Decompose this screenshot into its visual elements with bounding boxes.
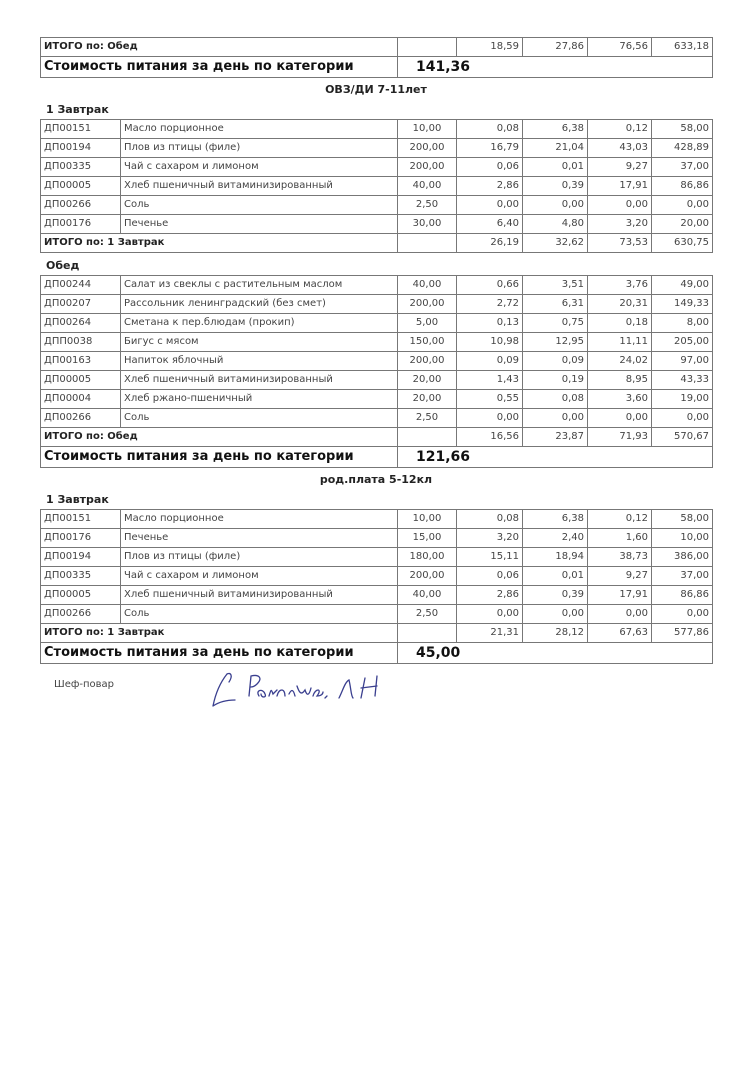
protein-cell: 0,13	[457, 314, 523, 333]
total-fat-cell: 23,87	[523, 428, 588, 447]
name-cell: Печенье	[121, 215, 398, 234]
code-cell: ДП00163	[41, 352, 121, 371]
carbs-cell: 17,91	[588, 177, 652, 196]
code-cell: ДП00151	[41, 510, 121, 529]
cost-value: 45,00	[398, 643, 713, 664]
code-cell: ДП00151	[41, 120, 121, 139]
name-cell: Сметана к пер.блюдам (прокип)	[121, 314, 398, 333]
code-cell: ДП00335	[41, 567, 121, 586]
code-cell: ДП00266	[41, 605, 121, 624]
fat-cell: 0,00	[523, 605, 588, 624]
table-row	[41, 196, 713, 215]
protein-cell: 2,86	[457, 177, 523, 196]
protein-cell: 10,98	[457, 333, 523, 352]
total-row	[41, 38, 713, 57]
code-cell: ДП00005	[41, 371, 121, 390]
total-fat-cell: 27,86	[523, 38, 588, 57]
fat-cell: 0,01	[523, 158, 588, 177]
protein-cell: 15,11	[457, 548, 523, 567]
section-title: ОВЗ/ДИ 7-11лет	[325, 83, 427, 96]
name-cell: Соль	[121, 409, 398, 428]
table-row	[41, 390, 713, 409]
energy-cell: 58,00	[652, 510, 713, 529]
protein-cell: 0,66	[457, 276, 523, 295]
name-cell: Чай с сахаром и лимоном	[121, 567, 398, 586]
fat-cell: 0,39	[523, 586, 588, 605]
energy-cell: 86,86	[652, 177, 713, 196]
total-protein-cell: 21,31	[457, 624, 523, 643]
total-energy-cell: 633,18	[652, 38, 713, 57]
fat-cell: 0,75	[523, 314, 588, 333]
table-row	[41, 276, 713, 295]
weight-cell: 2,50	[398, 605, 457, 624]
total-fat-cell: 28,12	[523, 624, 588, 643]
fat-cell: 0,19	[523, 371, 588, 390]
name-cell: Плов из птицы (филе)	[121, 548, 398, 567]
code-cell: ДП00207	[41, 295, 121, 314]
energy-cell: 20,00	[652, 215, 713, 234]
name-cell: Хлеб ржано-пшеничный	[121, 390, 398, 409]
total-carbs-cell: 67,63	[588, 624, 652, 643]
protein-cell: 2,72	[457, 295, 523, 314]
carbs-cell: 0,12	[588, 510, 652, 529]
total-protein-cell: 26,19	[457, 234, 523, 253]
weight-cell: 30,00	[398, 215, 457, 234]
name-cell: Хлеб пшеничный витаминизированный	[121, 586, 398, 605]
weight-cell: 40,00	[398, 276, 457, 295]
protein-cell: 6,40	[457, 215, 523, 234]
carbs-cell: 20,31	[588, 295, 652, 314]
weight-cell: 150,00	[398, 333, 457, 352]
weight-cell: 200,00	[398, 295, 457, 314]
table-row	[41, 139, 713, 158]
cost-label: Стоимость питания за день по категории	[41, 57, 398, 78]
meal-table	[40, 37, 713, 78]
table-row	[41, 215, 713, 234]
total-carbs-cell: 71,93	[588, 428, 652, 447]
menu-section	[40, 473, 712, 664]
meal-title: 1 Завтрак	[46, 493, 109, 506]
fat-cell: 0,08	[523, 390, 588, 409]
carbs-cell: 9,27	[588, 158, 652, 177]
table-row	[41, 586, 713, 605]
energy-cell: 86,86	[652, 586, 713, 605]
menu-section	[40, 83, 712, 468]
weight-cell: 10,00	[398, 510, 457, 529]
table-row	[41, 352, 713, 371]
carbs-cell: 0,00	[588, 605, 652, 624]
cost-label: Стоимость питания за день по категории	[41, 643, 398, 664]
weight-cell: 200,00	[398, 567, 457, 586]
weight-cell: 200,00	[398, 158, 457, 177]
carbs-cell: 43,03	[588, 139, 652, 158]
protein-cell: 2,86	[457, 586, 523, 605]
carbs-cell: 0,00	[588, 196, 652, 215]
fat-cell: 6,31	[523, 295, 588, 314]
table-row	[41, 371, 713, 390]
protein-cell: 1,43	[457, 371, 523, 390]
energy-cell: 0,00	[652, 605, 713, 624]
protein-cell: 3,20	[457, 529, 523, 548]
energy-cell: 49,00	[652, 276, 713, 295]
total-protein-cell: 18,59	[457, 38, 523, 57]
carbs-cell: 11,11	[588, 333, 652, 352]
code-cell: ДП00194	[41, 548, 121, 567]
fat-cell: 3,51	[523, 276, 588, 295]
carbs-cell: 17,91	[588, 586, 652, 605]
weight-cell: 2,50	[398, 196, 457, 215]
weight-cell: 200,00	[398, 352, 457, 371]
fat-cell: 0,00	[523, 409, 588, 428]
meal-title: 1 Завтрак	[46, 103, 109, 116]
name-cell: Печенье	[121, 529, 398, 548]
fat-cell: 0,01	[523, 567, 588, 586]
total-label: ИТОГО по: Обед	[41, 38, 398, 57]
weight-cell: 180,00	[398, 548, 457, 567]
carbs-cell: 3,60	[588, 390, 652, 409]
total-protein-cell: 16,56	[457, 428, 523, 447]
energy-cell: 149,33	[652, 295, 713, 314]
name-cell: Соль	[121, 605, 398, 624]
energy-cell: 205,00	[652, 333, 713, 352]
name-cell: Бигус с мясом	[121, 333, 398, 352]
total-row	[41, 234, 713, 253]
code-cell: ДП00176	[41, 215, 121, 234]
name-cell: Хлеб пшеничный витаминизированный	[121, 177, 398, 196]
energy-cell: 58,00	[652, 120, 713, 139]
total-weight-cell	[398, 234, 457, 253]
table-row	[41, 177, 713, 196]
code-cell: ДП00194	[41, 139, 121, 158]
cost-value: 121,66	[398, 447, 713, 468]
energy-cell: 10,00	[652, 529, 713, 548]
menu-document	[40, 37, 712, 664]
table-row	[41, 314, 713, 333]
meal-table	[40, 119, 713, 253]
total-label: ИТОГО по: 1 Завтрак	[41, 234, 398, 253]
protein-cell: 0,09	[457, 352, 523, 371]
protein-cell: 0,00	[457, 409, 523, 428]
energy-cell: 97,00	[652, 352, 713, 371]
cost-row	[41, 447, 713, 468]
table-row	[41, 529, 713, 548]
total-weight-cell	[398, 624, 457, 643]
table-row	[41, 567, 713, 586]
fat-cell: 4,80	[523, 215, 588, 234]
name-cell: Плов из птицы (филе)	[121, 139, 398, 158]
weight-cell: 5,00	[398, 314, 457, 333]
energy-cell: 428,89	[652, 139, 713, 158]
weight-cell: 15,00	[398, 529, 457, 548]
table-row	[41, 295, 713, 314]
total-carbs-cell: 76,56	[588, 38, 652, 57]
chef-label: Шеф-повар	[54, 679, 115, 690]
code-cell: ДП00266	[41, 196, 121, 215]
energy-cell: 43,33	[652, 371, 713, 390]
carbs-cell: 0,18	[588, 314, 652, 333]
name-cell: Хлеб пшеничный витаминизированный	[121, 371, 398, 390]
table-row	[41, 605, 713, 624]
carbs-cell: 3,76	[588, 276, 652, 295]
code-cell: ДП00266	[41, 409, 121, 428]
carbs-cell: 3,20	[588, 215, 652, 234]
table-row	[41, 548, 713, 567]
protein-cell: 0,08	[457, 510, 523, 529]
chef-signature	[205, 666, 385, 711]
name-cell: Напиток яблочный	[121, 352, 398, 371]
protein-cell: 0,00	[457, 605, 523, 624]
fat-cell: 0,00	[523, 196, 588, 215]
protein-cell: 0,55	[457, 390, 523, 409]
fat-cell: 21,04	[523, 139, 588, 158]
fat-cell: 6,38	[523, 510, 588, 529]
energy-cell: 8,00	[652, 314, 713, 333]
weight-cell: 20,00	[398, 371, 457, 390]
name-cell: Масло порционное	[121, 120, 398, 139]
name-cell: Масло порционное	[121, 510, 398, 529]
protein-cell: 0,00	[457, 196, 523, 215]
table-row	[41, 409, 713, 428]
total-weight-cell	[398, 428, 457, 447]
fat-cell: 2,40	[523, 529, 588, 548]
energy-cell: 37,00	[652, 567, 713, 586]
code-cell: ДП00264	[41, 314, 121, 333]
total-carbs-cell: 73,53	[588, 234, 652, 253]
energy-cell: 0,00	[652, 196, 713, 215]
energy-cell: 386,00	[652, 548, 713, 567]
meal-table	[40, 275, 713, 468]
protein-cell: 0,08	[457, 120, 523, 139]
carbs-cell: 0,12	[588, 120, 652, 139]
code-cell: ДП00176	[41, 529, 121, 548]
cost-row	[41, 57, 713, 78]
meal-table	[40, 509, 713, 664]
weight-cell: 40,00	[398, 586, 457, 605]
name-cell: Рассольник ленинградский (без смет)	[121, 295, 398, 314]
weight-cell: 200,00	[398, 139, 457, 158]
table-row	[41, 333, 713, 352]
carbs-cell: 24,02	[588, 352, 652, 371]
name-cell: Салат из свеклы с растительным маслом	[121, 276, 398, 295]
fat-cell: 0,39	[523, 177, 588, 196]
weight-cell: 40,00	[398, 177, 457, 196]
total-energy-cell: 577,86	[652, 624, 713, 643]
cost-label: Стоимость питания за день по категории	[41, 447, 398, 468]
energy-cell: 0,00	[652, 409, 713, 428]
energy-cell: 37,00	[652, 158, 713, 177]
code-cell: ДП00005	[41, 177, 121, 196]
total-row	[41, 624, 713, 643]
name-cell: Чай с сахаром и лимоном	[121, 158, 398, 177]
code-cell: ДП00005	[41, 586, 121, 605]
protein-cell: 0,06	[457, 567, 523, 586]
weight-cell: 10,00	[398, 120, 457, 139]
weight-cell: 2,50	[398, 409, 457, 428]
protein-cell: 16,79	[457, 139, 523, 158]
section-title: род.плата 5-12кл	[319, 473, 433, 486]
table-row	[41, 158, 713, 177]
carbs-cell: 38,73	[588, 548, 652, 567]
protein-cell: 0,06	[457, 158, 523, 177]
cost-row	[41, 643, 713, 664]
total-energy-cell: 630,75	[652, 234, 713, 253]
fat-cell: 0,09	[523, 352, 588, 371]
cost-value: 141,36	[398, 57, 713, 78]
weight-cell: 20,00	[398, 390, 457, 409]
code-cell: ДП00004	[41, 390, 121, 409]
carbs-cell: 0,00	[588, 409, 652, 428]
total-label: ИТОГО по: Обед	[41, 428, 398, 447]
total-row	[41, 428, 713, 447]
table-row	[41, 510, 713, 529]
code-cell: ДП00335	[41, 158, 121, 177]
carbs-cell: 1,60	[588, 529, 652, 548]
total-fat-cell: 32,62	[523, 234, 588, 253]
meal-title: Обед	[46, 259, 80, 272]
total-label: ИТОГО по: 1 Завтрак	[41, 624, 398, 643]
menu-section	[40, 37, 712, 78]
code-cell: ДП00244	[41, 276, 121, 295]
energy-cell: 19,00	[652, 390, 713, 409]
name-cell: Соль	[121, 196, 398, 215]
fat-cell: 12,95	[523, 333, 588, 352]
carbs-cell: 9,27	[588, 567, 652, 586]
fat-cell: 6,38	[523, 120, 588, 139]
table-row	[41, 120, 713, 139]
total-energy-cell: 570,67	[652, 428, 713, 447]
code-cell: ДПП0038	[41, 333, 121, 352]
total-weight-cell	[398, 38, 457, 57]
carbs-cell: 8,95	[588, 371, 652, 390]
fat-cell: 18,94	[523, 548, 588, 567]
